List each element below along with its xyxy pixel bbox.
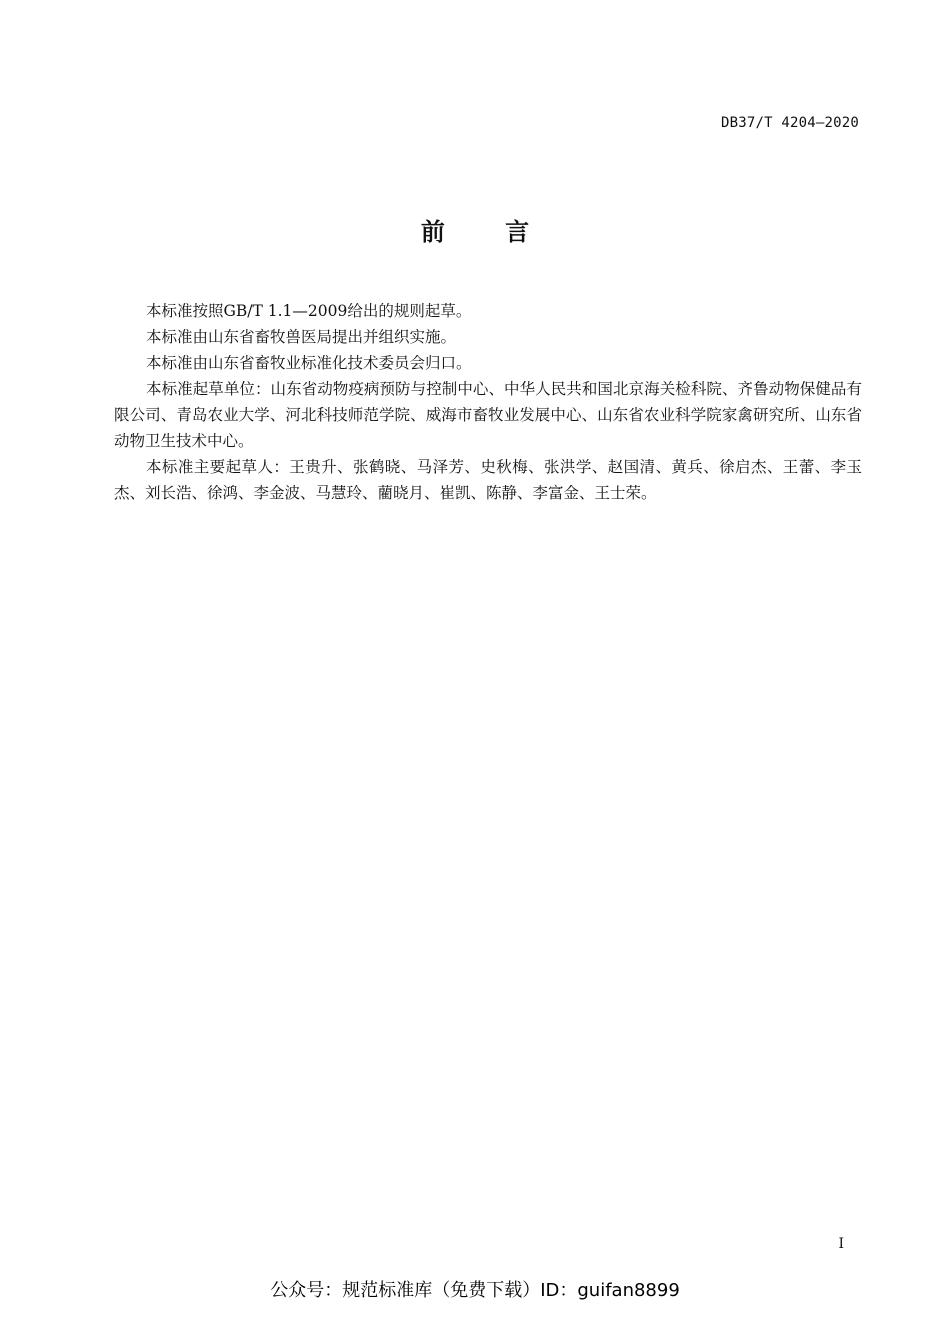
page-title: 前 言 <box>420 218 556 246</box>
paragraph-drafting-rules: 本标准按照GB/T 1.1—2009给出的规则起草。 <box>146 302 472 320</box>
footer-watermark-text: 公众号：规范标准库（免费下载）ID：guifan8899 <box>270 1280 680 1301</box>
foreword-body <box>114 298 862 506</box>
paragraph-centralized-management: 本标准由山东省畜牧业标准化技术委员会归口。 <box>146 354 472 372</box>
paragraph-main-drafters: 本标准主要起草人：王贵升、张鹤晓、马泽芳、史秋梅、张洪学、赵国清、黄兵、徐启杰、王蕾、李玉杰、刘长浩、徐鸿、李金波、马慧玲、藺晓月、崔凯、陈静、李富金、王士荣。 <box>114 458 862 502</box>
paragraph-drafting-units: 本标准起草单位：山东省动物疫病预防与控制中心、中华人民共和国北京海关检科院、齐鲁动物保健品有限公司、青岛农业大学、河北科技师范学院、威海市畜牧业发展中心、山东省农业科学院家禽研究所、山东省动物卫生技术中心。 <box>114 380 862 450</box>
page-number: I <box>838 1236 844 1252</box>
document-code: DB37/T 4204—2020 <box>720 115 859 131</box>
paragraph-proposer: 本标准由山东省畜牧兽医局提出并组织实施。 <box>146 328 457 346</box>
